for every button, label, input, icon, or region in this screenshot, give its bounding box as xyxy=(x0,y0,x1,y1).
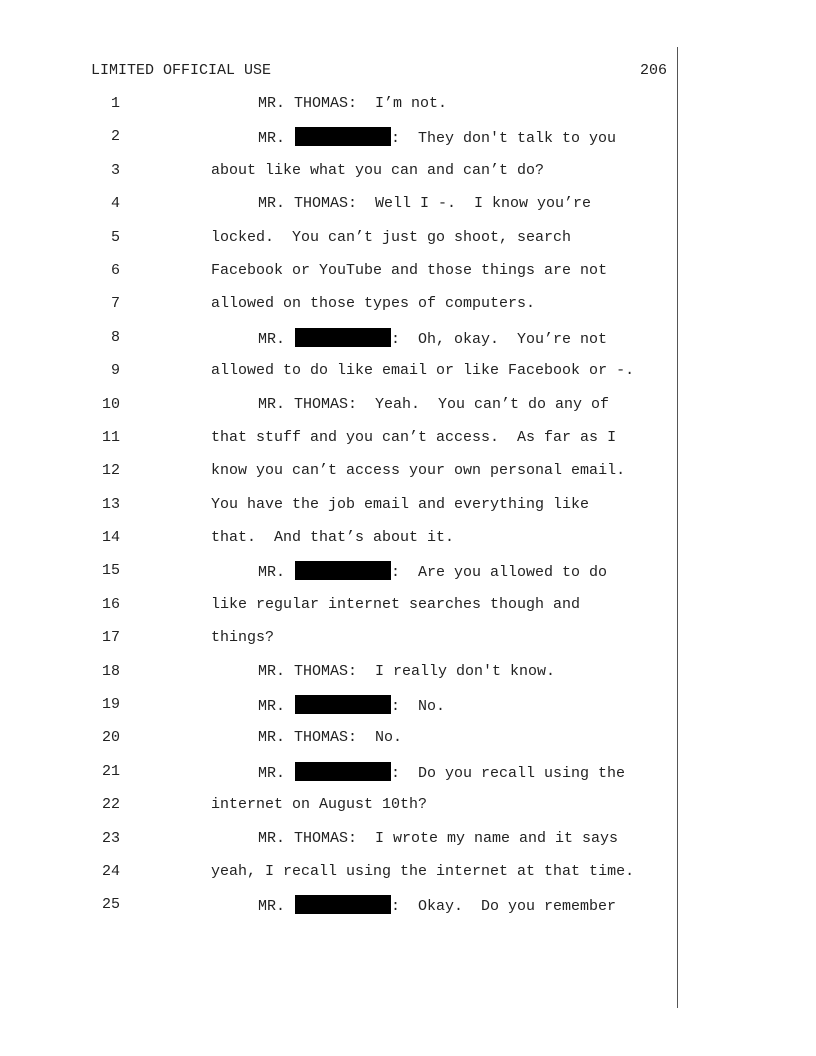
redaction-block xyxy=(295,328,391,347)
transcript-line: things? xyxy=(211,629,275,647)
speech-text: : Oh, okay. You’re not xyxy=(391,330,608,348)
transcript-line: about like what you can and can’t do? xyxy=(211,161,545,179)
line-number-column xyxy=(90,94,120,929)
transcript-line: that. And that’s about it. xyxy=(211,529,455,547)
transcript-line: that stuff and you can’t access. As far as I xyxy=(211,428,617,446)
line-number: 20 xyxy=(101,729,120,747)
transcript-line: Facebook or YouTube and those things are not xyxy=(211,261,608,279)
line-number: 2 xyxy=(110,128,120,146)
speech-text: : Okay. Do you remember xyxy=(391,898,617,916)
line-number: 14 xyxy=(101,529,120,547)
transcript-line xyxy=(211,328,671,361)
line-number: 24 xyxy=(101,862,120,880)
transcript-line: locked. You can’t just go shoot, search xyxy=(211,228,572,246)
transcript-line: like regular internet searches though and xyxy=(211,595,581,613)
line-number: 18 xyxy=(101,662,120,680)
line-number: 19 xyxy=(101,696,120,714)
line-number: 9 xyxy=(110,362,120,380)
transcript-line xyxy=(211,561,671,594)
transcript-line: MR. THOMAS: Yeah. You can’t do any of xyxy=(258,395,610,413)
transcript-line xyxy=(211,895,671,928)
line-number: 4 xyxy=(110,195,120,213)
transcript-body xyxy=(211,94,671,929)
line-number: 13 xyxy=(101,495,120,513)
speech-text: : They don't talk to you xyxy=(391,130,617,148)
transcript-line: MR. THOMAS: No. xyxy=(258,729,403,747)
speaker-prefix: MR. xyxy=(258,764,286,782)
redaction-block xyxy=(295,695,391,714)
transcript-line: MR. THOMAS: Well I -. I know you’re xyxy=(258,195,592,213)
transcript-line: You have the job email and everything like xyxy=(211,495,590,513)
speaker-prefix: MR. xyxy=(258,898,286,916)
redaction-block xyxy=(295,895,391,914)
speech-text: : No. xyxy=(391,698,446,716)
line-number: 23 xyxy=(101,829,120,847)
speech-text: : Do you recall using the xyxy=(391,764,626,782)
redaction-block xyxy=(295,561,391,580)
transcript-line: yeah, I recall using the internet at that time. xyxy=(211,862,635,880)
line-number: 3 xyxy=(110,161,120,179)
transcript-line: MR. THOMAS: I really don't know. xyxy=(258,662,556,680)
line-number: 12 xyxy=(101,462,120,480)
line-number: 21 xyxy=(101,762,120,780)
line-number: 17 xyxy=(101,629,120,647)
line-number: 16 xyxy=(101,595,120,613)
transcript-line: allowed on those types of computers. xyxy=(211,295,536,313)
line-number: 7 xyxy=(110,295,120,313)
line-number: 8 xyxy=(110,328,120,346)
classification-header: LIMITED OFFICIAL USE xyxy=(91,62,272,79)
line-number: 22 xyxy=(101,796,120,814)
line-number: 1 xyxy=(110,95,120,112)
line-number: 5 xyxy=(110,228,120,246)
redaction-block xyxy=(295,762,391,781)
transcript-line: internet on August 10th? xyxy=(211,796,428,814)
line-number: 11 xyxy=(101,428,120,446)
speaker-prefix: MR. xyxy=(258,698,286,716)
transcript-line: MR. THOMAS: I wrote my name and it says xyxy=(258,829,619,847)
line-number: 10 xyxy=(101,395,120,413)
transcript-line: allowed to do like email or like Facebook or -. xyxy=(211,362,635,380)
line-number: 15 xyxy=(101,562,120,580)
page-number: 206 xyxy=(639,62,667,79)
speaker-prefix: MR. xyxy=(258,130,286,148)
speech-text: : Are you allowed to do xyxy=(391,564,608,582)
speaker-prefix: MR. xyxy=(258,564,286,582)
right-margin-rule xyxy=(677,47,678,1008)
speaker-prefix: MR. xyxy=(258,330,286,348)
transcript-line xyxy=(211,762,671,795)
transcript-line: know you can’t access your own personal email. xyxy=(211,462,626,480)
line-number: 6 xyxy=(110,261,120,279)
transcript-line: MR. THOMAS: I’m not. xyxy=(258,95,448,112)
line-number: 25 xyxy=(101,896,120,914)
redaction-block xyxy=(295,127,391,146)
transcript-line xyxy=(211,695,671,728)
transcript-line xyxy=(211,127,671,160)
